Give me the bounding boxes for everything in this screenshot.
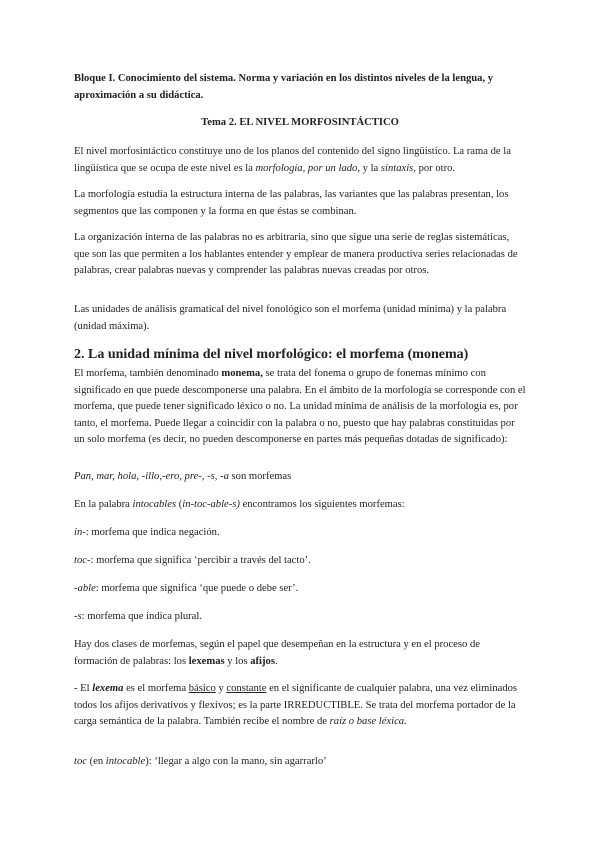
- paragraph-clases-morfemas: [74, 637, 526, 670]
- intocables-text-a: En la palabra: [74, 499, 133, 510]
- morpheme-able-meaning: : morfema que significa ‘que puede o debe ser’.: [95, 583, 299, 594]
- intocables-paren: (: [176, 499, 183, 510]
- classes-lexemas: lexemas: [188, 655, 225, 667]
- para1-text-a: El nivel morfosintáctico constituye uno de los planos del contenido del signo lingüístico. La rama de la lingüística que se ocupa de este nivel es la: [74, 146, 511, 174]
- intro-monema: monema,: [221, 368, 263, 379]
- examples-suffix: son morfemas: [228, 471, 292, 482]
- classes-text-e: .: [274, 655, 278, 667]
- morpheme-item: [74, 553, 526, 570]
- block-heading: Bloque I. Conocimiento del sistema. Norma y variación en los distintos niveles de la lengua, y aproximación a su didáctica.: [74, 73, 494, 101]
- paragraph-morfema-intro: [74, 366, 526, 449]
- intocables-text-e: encontramos los siguientes morfemas:: [239, 499, 405, 510]
- paragraph-lexema: [74, 681, 526, 731]
- lexema-constante: constante: [226, 683, 267, 694]
- lexema-basico: básico: [188, 683, 216, 694]
- intro-text-a: El morfema, también denominado: [74, 368, 222, 379]
- morpheme-s-meaning: : morfema que indica plural.: [81, 611, 202, 622]
- intocables-word: intocables: [132, 499, 177, 510]
- paragraph-examples: [74, 469, 526, 486]
- topic-title: Tema 2. EL NIVEL MORFOSINTÁCTICO: [201, 117, 399, 128]
- para1-text-e: por otro.: [415, 162, 456, 174]
- toc-meaning: ): ‘llegar a algo con la mano, sin agarrarlo’: [145, 756, 327, 767]
- morpheme-item: [74, 581, 526, 598]
- paragraph-unidades: Las unidades de análisis gramatical del nivel fonológico son el morfema (unidad mínima) y la palabra (unidad máxima).: [74, 304, 507, 332]
- morpheme-toc: toc-: [74, 555, 91, 566]
- intro-text-c: se trata del fonema o grupo de fonemas mínimo con significado en que puede descomponerse una palabra. En el ámbito de la morfología se corresponde con el morfema, que puede tener significado léxico o no. La unidad mínima de análisis de la morfología es, por tanto, el morfema. Puede llegar a coincidir con la palabra o no, puesto que hay palabras constituidas por un solo morfema (es decir, no pueden descomponerse en partes más pequeñas dotadas de significado):: [74, 368, 526, 445]
- morpheme-s: -s: [74, 611, 82, 622]
- para1-text-c: , y la: [357, 162, 381, 174]
- lexema-text-g: en el significante de cualquier palabra, una vez eliminados todos los afijos derivativos y flexivos; es la parte IRREDUCTIBLE. Se trata del morfema portador de la carga semántica de la palabra. También recibe el nombre de: [74, 683, 518, 727]
- paragraph-morfologia: La morfología estudia la estructura interna de las palabras, las variantes que las palabras presentan, los segmentos que las componen y la forma en que éstas se combinan.: [74, 189, 509, 217]
- toc-text-b: (en: [86, 756, 106, 767]
- section-2-heading: 2. La unidad mínima del nivel morfológico: el morfema (monema): [74, 347, 469, 362]
- lexema-raiz: raíz o base léxica.: [329, 716, 407, 727]
- morpheme-item: [74, 525, 526, 542]
- classes-text-c: y los: [224, 655, 251, 667]
- lexema-text-c: es el morfema: [123, 683, 189, 694]
- morpheme-toc-meaning: : morfema que significa ‘percibir a través del tacto’.: [90, 555, 311, 566]
- lexema-text-e: y: [215, 683, 227, 694]
- paragraph-intocables: [74, 497, 526, 514]
- morpheme-able: able: [77, 583, 96, 594]
- intocables-segmented: in-toc-able-s): [182, 499, 240, 510]
- paragraph-toc-example: [74, 754, 526, 771]
- para1-morfologia: morfología, por un lado: [255, 162, 358, 174]
- examples-list: Pan, mar, hola, -illo,-ero, pre-, -s, -a: [74, 471, 229, 482]
- classes-afijos: afijos: [250, 655, 275, 667]
- para1-sintaxis: sintaxis,: [380, 162, 416, 174]
- paragraph-nivel-morfosintactico: [74, 144, 526, 177]
- paragraph-organizacion: La organización interna de las palabras no es arbitraria, sino que sigue una serie de reglas sistemáticas, que son las que permiten a los hablantes entender y emplear de manera productiva series relacionadas de palabras, crear palabras nuevas y comprender las palabras nuevas creadas por otros.: [74, 232, 518, 276]
- lexema-term: lexema: [92, 683, 124, 694]
- morpheme-in-meaning: : morfema que indica negación.: [85, 527, 220, 538]
- morpheme-able-prefix: -: [74, 583, 78, 594]
- toc-intocable: intocable: [105, 756, 146, 767]
- lexema-bullet: - El: [74, 683, 93, 694]
- toc-term: toc: [74, 756, 87, 767]
- classes-text-a: Hay dos clases de morfemas, según el papel que desempeñan en la estructura y en el proceso de formación de palabras: los: [74, 639, 480, 667]
- morpheme-item: [74, 609, 526, 626]
- morpheme-in: in-: [74, 527, 86, 538]
